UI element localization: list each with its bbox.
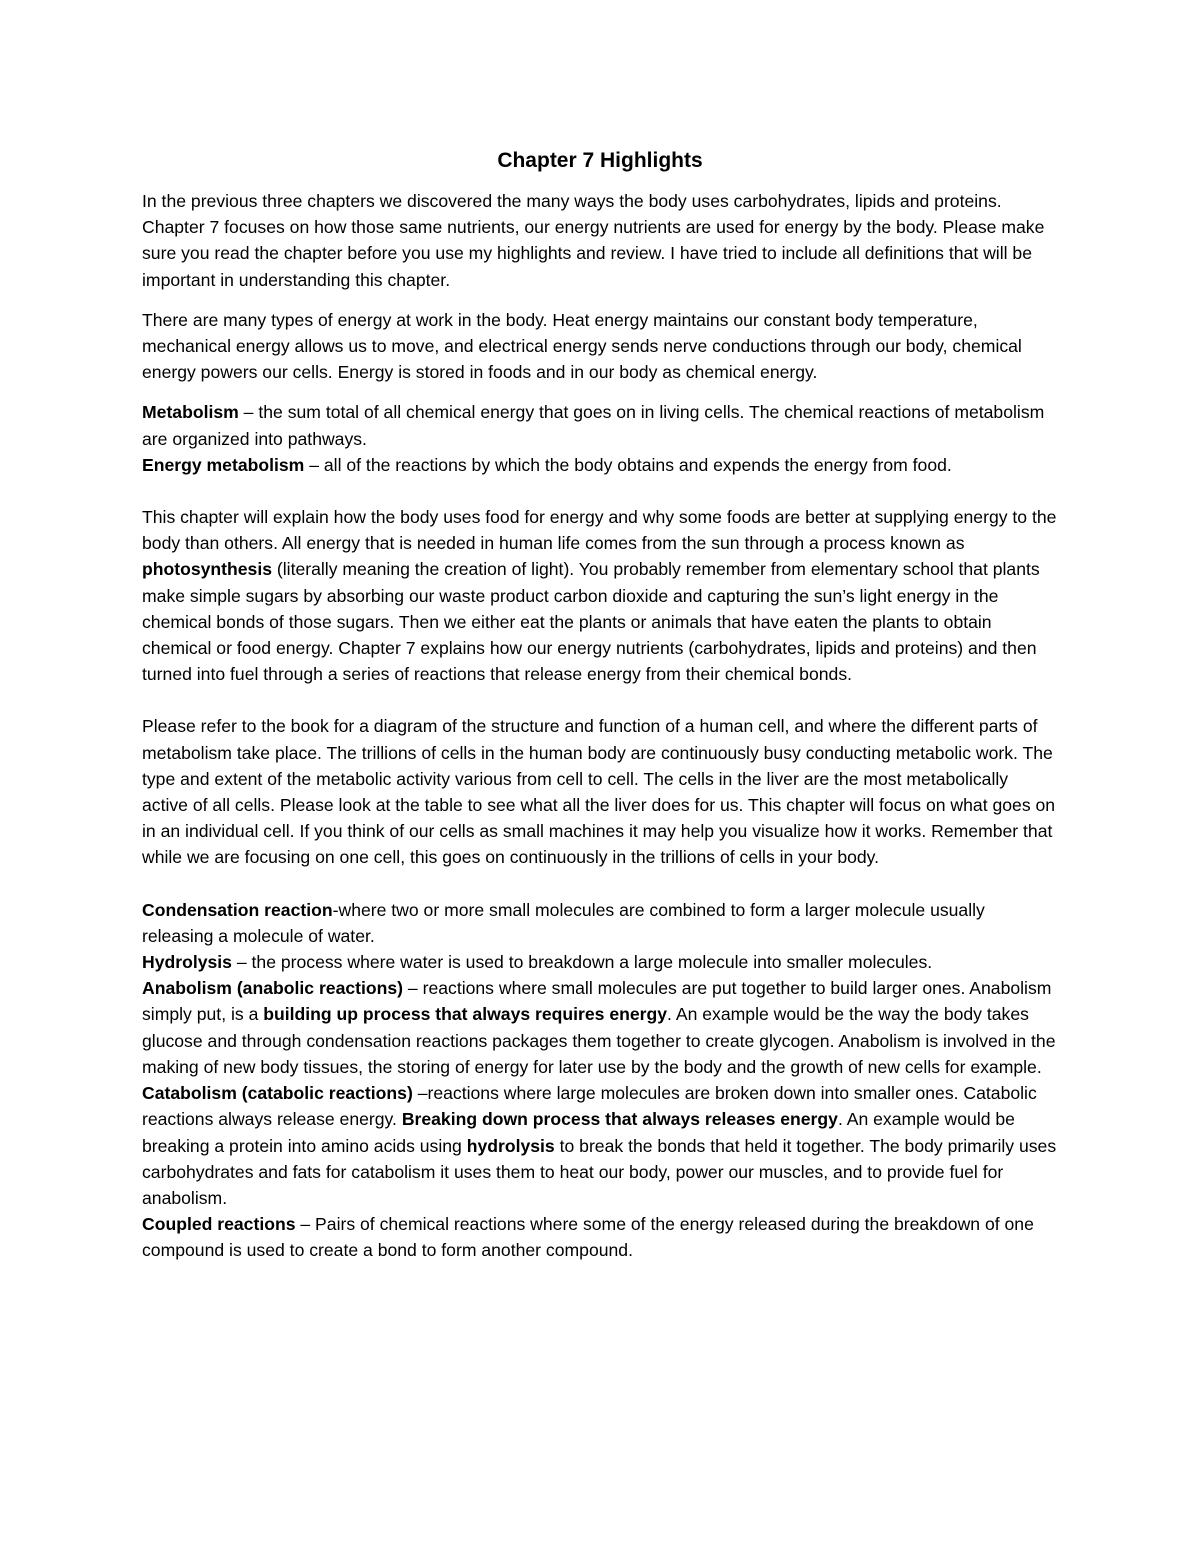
- metabolism-text: – the sum total of all chemical energy that goes on in living cells. The chemical reactions of metabolism are organized into pathways.: [142, 402, 1045, 449]
- spacer: [142, 871, 1058, 897]
- photosynthesis-text-before: This chapter will explain how the body uses food for energy and why some foods are better at supplying energy to the body than others. All energy that is needed in human life comes from the sun through a process known as: [142, 507, 1057, 554]
- photosynthesis-term: photosynthesis: [142, 559, 273, 580]
- coupled-definition: [142, 1211, 1058, 1263]
- anabolism-text-2: . An example would be the way the body takes glucose and through condensation reactions packages them together to create glycogen. Anabolism is involved in the making of new body tissues, the storing of energy for later use by the body and the growth of new cells for example.: [142, 1004, 1056, 1077]
- coupled-term: Coupled reactions: [142, 1214, 296, 1235]
- spacer: [142, 385, 1058, 399]
- hydrolysis-term: Hydrolysis: [142, 952, 232, 973]
- anabolism-definition: [142, 975, 1058, 1080]
- condensation-term: Condensation reaction: [142, 899, 333, 920]
- hydrolysis-text: – the process where water is used to breakdown a large molecule into smaller molecules.: [231, 952, 933, 973]
- hydrolysis-definition: [142, 949, 1058, 975]
- catabolism-hydrolysis-emphasis: hydrolysis: [466, 1135, 555, 1156]
- anabolism-emphasis: building up process that always requires energy: [263, 1004, 668, 1025]
- page-title: Chapter 7 Highlights: [497, 149, 703, 172]
- energy-metabolism-term: Energy metabolism: [142, 454, 305, 475]
- catabolism-term: Catabolism (catabolic reactions): [142, 1083, 413, 1104]
- photosynthesis-paragraph: [142, 504, 1058, 687]
- condensation-text: -where two or more small molecules are combined to form a larger molecule usually releasing a molecule of water.: [142, 899, 985, 946]
- energy-types-paragraph: There are many types of energy at work in the body. Heat energy maintains our constant body temperature, mechanical energy allows us to move, and electrical energy sends nerve conductions through our body, chemical energy powers our cells. Energy is stored in foods and in our body as chemical energy.: [142, 309, 1022, 383]
- energy-metabolism-text: – all of the reactions by which the body obtains and expends the energy from food.: [304, 454, 952, 475]
- catabolism-text-1: –reactions where large molecules are broken down into smaller ones. Catabolic reactions always release energy.: [142, 1083, 1037, 1130]
- catabolism-emphasis: Breaking down process that always releases energy: [401, 1109, 838, 1130]
- metabolism-term: Metabolism: [142, 402, 239, 423]
- catabolism-definition: [142, 1080, 1058, 1211]
- anabolism-term: Anabolism (anabolic reactions): [142, 978, 404, 999]
- catabolism-text-3: to break the bonds that held it together. The body primarily uses carbohydrates and fats for catabolism it uses them to heat our body, power our muscles, and to provide fuel for anabolism.: [142, 1135, 1057, 1208]
- anabolism-text-1: – reactions where small molecules are put together to build larger ones. Anabolism simply put, is a: [142, 978, 1052, 1025]
- spacer: [142, 293, 1058, 307]
- photosynthesis-text-after: (literally meaning the creation of light). You probably remember from elementary school that plants make simple sugars by absorbing our waste product carbon dioxide and capturing the sun’s light energy in the chemical bonds of those sugars. Then we either eat the plants or animals that have eaten the plants to obtain chemical or food energy. Chapter 7 explains how our energy nutrients (carbohydrates, lipids and proteins) and then turned into fuel through a series of reactions that release energy from their chemical bonds.: [142, 559, 1040, 685]
- spacer: [142, 687, 1058, 713]
- cell-paragraph: Please refer to the book for a diagram of the structure and function of a human cell, and where the different parts of metabolism take place. The trillions of cells in the human body are continuously busy conducting metabolic work. The type and extent of the metabolic activity various from cell to cell. The cells in the liver are the most metabolically active of all cells. Please look at the table to see what all the liver does for us. This chapter will focus on what goes on in an individual cell. If you think of our cells as small machines it may help you visualize how it works. Remember that while we are focusing on one cell, this goes on continuously in the trillions of cells in your body.: [142, 716, 1056, 868]
- metabolism-definition: [142, 399, 1058, 451]
- coupled-text: – Pairs of chemical reactions where some of the energy released during the breakdown of one compound is used to create a bond to form another compound.: [142, 1214, 1034, 1261]
- intro-paragraph: In the previous three chapters we discovered the many ways the body uses carbohydrates, lipids and proteins. Chapter 7 focuses on how those same nutrients, our energy nutrients are used for energy by the body. Please make sure you read the chapter before you use my highlights and review. I have tried to include all definitions that will be important in understanding this chapter.: [142, 191, 1045, 290]
- energy-metabolism-definition: [142, 452, 1058, 478]
- catabolism-text-2: . An example would be breaking a protein into amino acids using: [142, 1109, 1015, 1156]
- condensation-definition: [142, 897, 1058, 949]
- spacer: [142, 478, 1058, 504]
